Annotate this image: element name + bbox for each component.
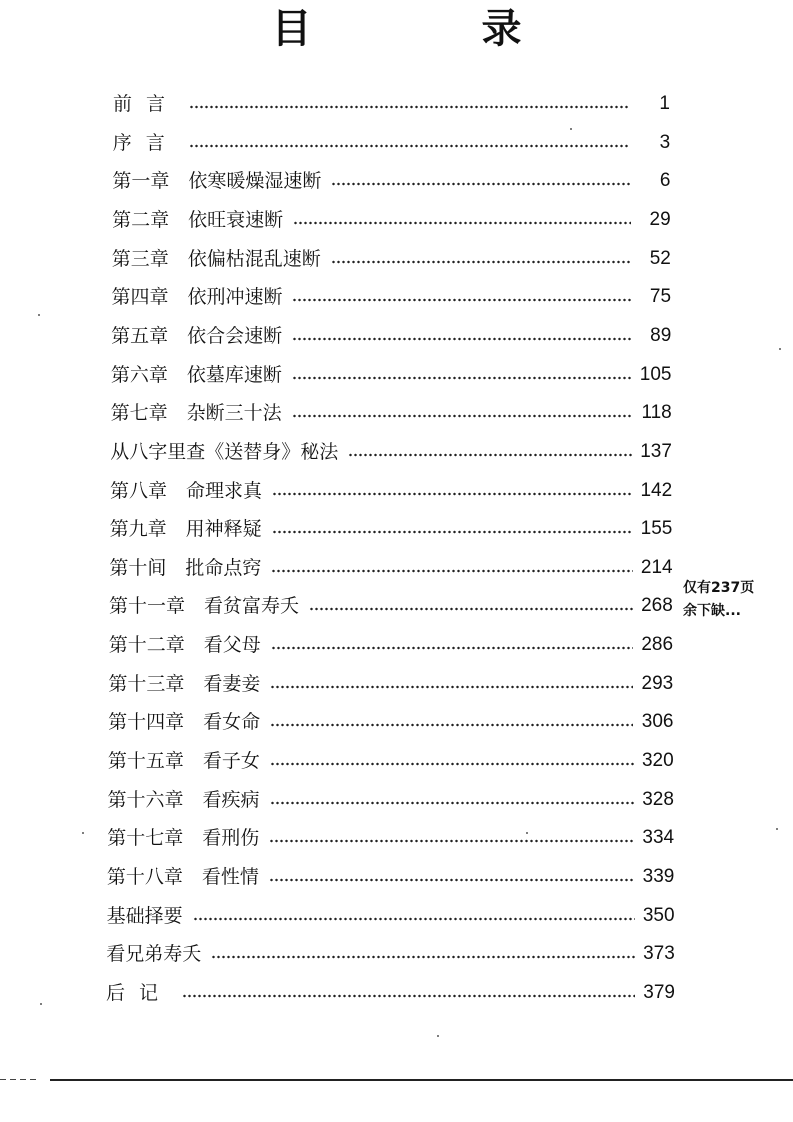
toc-entry-page: 118 <box>641 402 672 424</box>
toc-entry-chapter-17[interactable] <box>107 820 674 856</box>
toc-entry-label: 第八章 命理求真 <box>109 479 262 502</box>
toc-entry-chapter-13[interactable] <box>108 666 673 702</box>
toc-entry-chapter-5[interactable] <box>111 318 671 354</box>
toc-entry-afterword[interactable] <box>106 975 675 1011</box>
toc-entry-label: 第十三章 看妻妾 <box>108 672 261 695</box>
dot-leader <box>270 801 634 805</box>
toc-entry-page: 3 <box>659 131 671 153</box>
scan-speck <box>38 314 40 316</box>
dot-leader <box>293 221 631 225</box>
toc-entry-basics[interactable] <box>107 898 675 934</box>
missing-pages-note-line-2: 余下缺... <box>683 603 741 619</box>
dot-leader <box>271 646 633 650</box>
scan-speck <box>437 1035 439 1037</box>
toc-entry-label: 第十四章 看女命 <box>108 711 261 734</box>
toc-entry-label: 第十八章 看性情 <box>106 866 259 888</box>
dot-leader <box>331 182 630 186</box>
toc-entry-chapter-7[interactable] <box>111 395 672 431</box>
toc-entry-page: 379 <box>643 981 675 1003</box>
toc-entry-page: 52 <box>649 247 671 269</box>
scan-speck <box>570 128 572 130</box>
dot-leader <box>189 105 630 109</box>
toc-entry-page: 155 <box>640 518 673 540</box>
toc-entry-page: 214 <box>640 556 673 578</box>
toc-entry-label: 第四章 依刑冲速断 <box>111 286 283 309</box>
toc-entry-chapter-14[interactable] <box>108 704 673 740</box>
dot-leader <box>182 994 635 998</box>
toc-entry-label: 序言 <box>112 131 179 154</box>
toc-entry-chapter-8[interactable] <box>110 473 672 509</box>
dot-leader <box>309 607 633 611</box>
toc-entry-chapter-3[interactable] <box>112 241 671 277</box>
toc-entry-special-method[interactable] <box>110 434 672 470</box>
dot-leader <box>292 298 631 302</box>
dot-leader <box>272 492 632 496</box>
toc-entry-label: 第十五章 看子女 <box>107 750 260 773</box>
toc-entry-label: 后记 <box>106 981 173 1004</box>
toc-entry-page: 89 <box>650 324 672 346</box>
toc-entry-page: 105 <box>639 363 672 385</box>
missing-pages-note <box>683 577 791 623</box>
toc-entry-page: 137 <box>640 440 672 462</box>
toc-entry-label: 前言 <box>113 93 180 115</box>
dot-leader <box>270 685 633 689</box>
toc-entry-page: 29 <box>649 208 671 230</box>
dot-leader <box>292 414 632 418</box>
toc-entry-label: 第二章 依旺衰速断 <box>112 208 284 231</box>
dot-leader <box>269 878 634 882</box>
scan-speck <box>40 1003 42 1005</box>
toc-entry-label: 看兄弟寿夭 <box>106 943 202 966</box>
toc-entry-page: 6 <box>659 170 671 192</box>
toc-entry-page: 293 <box>641 672 674 694</box>
toc-entry-page: 320 <box>641 750 674 772</box>
toc-entry-preface[interactable] <box>113 86 670 122</box>
toc-entry-label: 第七章 杂断三十法 <box>110 402 282 425</box>
dot-leader <box>269 839 634 843</box>
toc-entry-chapter-18[interactable] <box>107 859 674 895</box>
toc-entry-label: 第一章 依寒暖燥湿速断 <box>112 170 322 193</box>
toc-entry-page: 1 <box>659 93 670 114</box>
toc-entry-label: 从八字里查《送替身》秘法 <box>110 440 339 463</box>
scan-speck <box>776 828 778 830</box>
dot-leader <box>331 260 631 264</box>
toc-entry-page: 75 <box>649 286 672 308</box>
dot-leader <box>270 723 633 727</box>
toc-entry-page: 142 <box>640 479 673 501</box>
toc-entry-label: 第十七章 看刑伤 <box>107 827 260 850</box>
scan-speck <box>526 832 528 834</box>
toc-entry-label: 第十六章 看疾病 <box>107 788 260 811</box>
dot-leader <box>272 530 633 534</box>
missing-pages-note-line-1: 仅有237页 <box>683 580 755 596</box>
toc-entry-chapter-10[interactable] <box>109 550 672 586</box>
toc-entry-chapter-9[interactable] <box>110 511 673 547</box>
dot-leader <box>292 376 632 380</box>
toc-entry-chapter-11[interactable] <box>109 588 673 624</box>
dot-leader <box>348 453 632 457</box>
toc-entry-page: 268 <box>641 595 673 617</box>
footer-rule <box>50 1079 793 1081</box>
dot-leader <box>292 337 631 341</box>
toc-entry-label: 第九章 用神释疑 <box>109 518 262 541</box>
toc-entry-label: 基础择要 <box>106 904 183 927</box>
dot-leader <box>270 762 634 766</box>
toc-entry-page: 339 <box>642 866 675 887</box>
scan-speck <box>779 348 781 350</box>
toc-entry-label: 第六章 依墓库速断 <box>110 363 282 386</box>
toc-entry-foreword[interactable] <box>113 125 671 161</box>
dot-leader <box>189 144 631 148</box>
toc-entry-page: 286 <box>641 634 674 656</box>
toc-entry-label: 第十一章 看贫富寿夭 <box>109 595 300 618</box>
dot-leader <box>211 955 634 959</box>
toc-entry-label: 第十二章 看父母 <box>108 634 261 657</box>
toc-entry-page: 350 <box>642 904 675 926</box>
dot-leader <box>193 917 635 921</box>
toc-entry-chapter-12[interactable] <box>109 627 673 663</box>
toc-entry-label: 第十间 批命点窍 <box>109 556 262 579</box>
toc-entry-chapter-6[interactable] <box>111 357 672 393</box>
toc-entry-chapter-4[interactable] <box>111 279 671 315</box>
toc-entry-page: 373 <box>643 943 675 965</box>
scan-speck <box>82 832 84 834</box>
toc-entry-label: 第三章 依偏枯混乱速断 <box>111 247 321 270</box>
footer-rule-dashed <box>0 1079 40 1080</box>
toc-entry-page: 334 <box>642 827 675 849</box>
toc-entry-label: 第五章 依合会速断 <box>111 324 283 347</box>
toc-entry-chapter-1[interactable] <box>112 163 670 199</box>
page-title: 目 录 <box>271 6 600 52</box>
toc-entry-siblings[interactable] <box>106 936 674 972</box>
toc-entry-chapter-15[interactable] <box>108 743 674 779</box>
toc-entry-page: 328 <box>642 788 674 810</box>
dot-leader <box>271 569 632 573</box>
toc-entry-chapter-16[interactable] <box>108 782 674 818</box>
toc-entry-chapter-2[interactable] <box>112 202 671 238</box>
toc-entry-page: 306 <box>641 711 674 733</box>
